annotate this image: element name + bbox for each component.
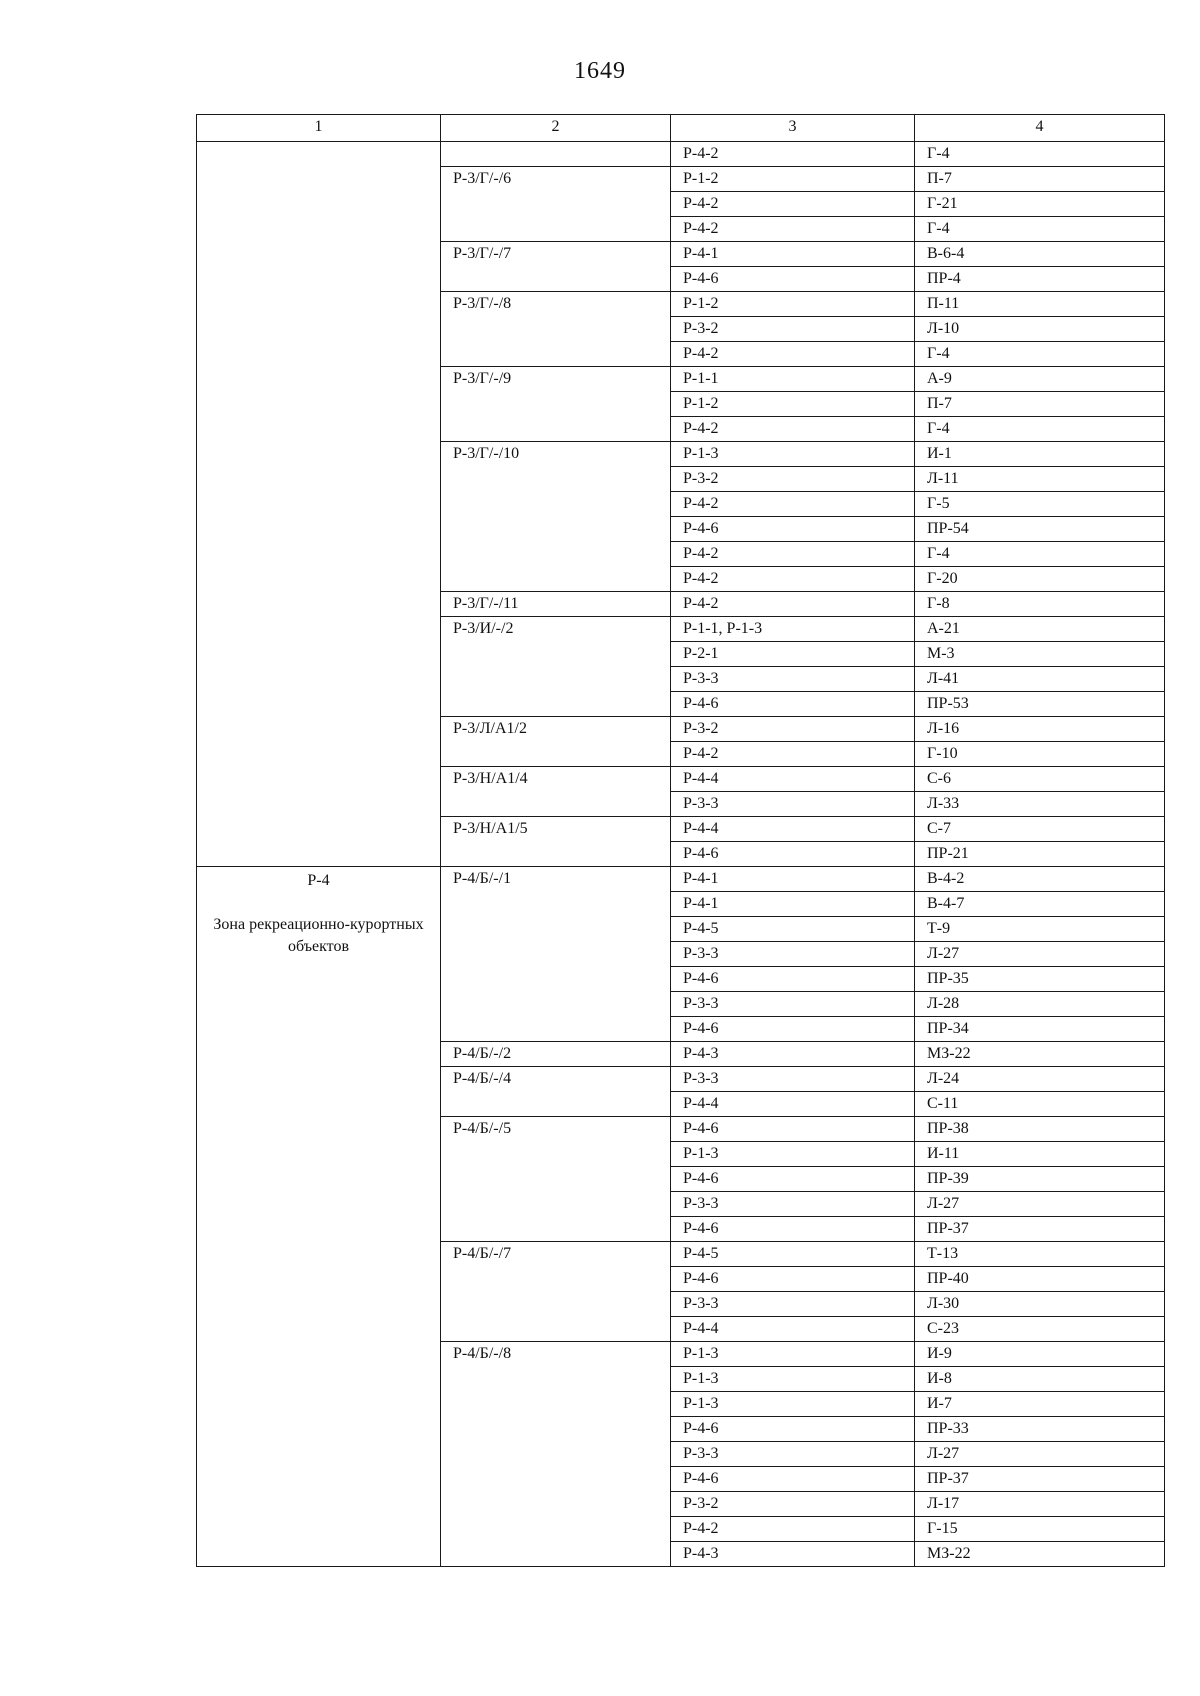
regulation-code-cell: Р-3-3 [671, 992, 915, 1017]
regulation-code-cell: Р-4-2 [671, 542, 915, 567]
regulation-code-cell: Р-1-1 [671, 367, 915, 392]
regulation-code-cell: Р-4-2 [671, 192, 915, 217]
regulation-code-cell: Р-4-6 [671, 1417, 915, 1442]
object-code-cell: С-6 [915, 767, 1165, 792]
regulation-code-cell: Р-4-6 [671, 1167, 915, 1192]
object-code-cell: И-8 [915, 1367, 1165, 1392]
subzone-code-cell: Р-4/Б/-/1 [441, 867, 671, 1042]
table-body [197, 142, 1165, 1567]
regulation-code-cell: Р-1-2 [671, 392, 915, 417]
column-header-1: 1 [197, 115, 441, 142]
regulation-code-cell: Р-4-5 [671, 1242, 915, 1267]
object-code-cell: ПР-37 [915, 1467, 1165, 1492]
regulation-code-cell: Р-4-6 [671, 517, 915, 542]
object-code-cell: Л-27 [915, 1192, 1165, 1217]
regulation-code-cell: Р-4-2 [671, 592, 915, 617]
object-code-cell: Л-11 [915, 467, 1165, 492]
object-code-cell: И-7 [915, 1392, 1165, 1417]
regulation-code-cell: Р-4-6 [671, 1217, 915, 1242]
object-code-cell: Г-20 [915, 567, 1165, 592]
regulation-code-cell: Р-4-6 [671, 967, 915, 992]
object-code-cell: И-1 [915, 442, 1165, 467]
object-code-cell: Л-27 [915, 1442, 1165, 1467]
object-code-cell: ПР-21 [915, 842, 1165, 867]
object-code-cell: Г-5 [915, 492, 1165, 517]
regulation-code-cell: Р-4-2 [671, 742, 915, 767]
subzone-code-cell: Р-3/Н/А1/4 [441, 767, 671, 817]
regulation-code-cell: Р-1-2 [671, 167, 915, 192]
regulation-code-cell: Р-3-3 [671, 1192, 915, 1217]
zone-cell [197, 142, 441, 867]
regulation-code-cell: Р-3-3 [671, 792, 915, 817]
object-code-cell: М-3 [915, 642, 1165, 667]
regulation-code-cell: Р-4-6 [671, 1117, 915, 1142]
object-code-cell: П-7 [915, 167, 1165, 192]
object-code-cell: Г-8 [915, 592, 1165, 617]
regulation-code-cell: Р-1-3 [671, 1142, 915, 1167]
table-row [197, 142, 1165, 167]
subzone-code-cell: Р-4/Б/-/2 [441, 1042, 671, 1067]
page-number: 1649 [574, 58, 626, 84]
regulation-code-cell: Р-4-6 [671, 1017, 915, 1042]
object-code-cell: Л-28 [915, 992, 1165, 1017]
regulation-code-cell: Р-4-6 [671, 1267, 915, 1292]
object-code-cell: В-4-2 [915, 867, 1165, 892]
regulation-code-cell: Р-1-3 [671, 442, 915, 467]
object-code-cell: А-9 [915, 367, 1165, 392]
column-header-3: 3 [671, 115, 915, 142]
object-code-cell: ПР-53 [915, 692, 1165, 717]
zone-cell [197, 867, 441, 1567]
subzone-code-cell: Р-3/Г/-/8 [441, 292, 671, 367]
subzone-code-cell: Р-4/Б/-/4 [441, 1067, 671, 1117]
regulation-code-cell: Р-4-1 [671, 242, 915, 267]
object-code-cell: Т-13 [915, 1242, 1165, 1267]
subzone-code-cell: Р-3/Н/А1/5 [441, 817, 671, 867]
regulation-code-cell: Р-4-4 [671, 1317, 915, 1342]
regulation-code-cell: Р-4-6 [671, 267, 915, 292]
table-header-row [197, 115, 1165, 142]
subzone-code-cell [441, 142, 671, 167]
object-code-cell: ПР-4 [915, 267, 1165, 292]
object-code-cell: Г-4 [915, 217, 1165, 242]
object-code-cell: Л-16 [915, 717, 1165, 742]
regulation-code-cell: Р-1-3 [671, 1392, 915, 1417]
object-code-cell: Л-17 [915, 1492, 1165, 1517]
object-code-cell: МЗ-22 [915, 1542, 1165, 1567]
object-code-cell: ПР-33 [915, 1417, 1165, 1442]
regulation-code-cell: Р-4-2 [671, 217, 915, 242]
zone-code: Р-4 [307, 872, 330, 889]
regulation-code-cell: Р-1-2 [671, 292, 915, 317]
regulation-code-cell: Р-4-5 [671, 917, 915, 942]
object-code-cell: П-11 [915, 292, 1165, 317]
object-code-cell: ПР-40 [915, 1267, 1165, 1292]
regulation-code-cell: Р-3-3 [671, 1442, 915, 1467]
regulation-code-cell: Р-1-1, Р-1-3 [671, 617, 915, 642]
object-code-cell: Л-24 [915, 1067, 1165, 1092]
regulation-code-cell: Р-4-4 [671, 767, 915, 792]
regulation-code-cell: Р-4-2 [671, 142, 915, 167]
object-code-cell: ПР-39 [915, 1167, 1165, 1192]
regulation-code-cell: Р-1-3 [671, 1367, 915, 1392]
regulation-code-cell: Р-4-6 [671, 1467, 915, 1492]
regulation-code-cell: Р-4-1 [671, 867, 915, 892]
object-code-cell: С-23 [915, 1317, 1165, 1342]
object-code-cell: В-4-7 [915, 892, 1165, 917]
regulation-code-cell: Р-3-3 [671, 1292, 915, 1317]
zone-name: Зона рекреационно-курортных объектов [213, 916, 424, 955]
column-header-4: 4 [915, 115, 1165, 142]
subzone-code-cell: Р-3/Г/-/6 [441, 167, 671, 242]
regulation-code-cell: Р-3-2 [671, 317, 915, 342]
object-code-cell: Г-10 [915, 742, 1165, 767]
object-code-cell: ПР-54 [915, 517, 1165, 542]
object-code-cell: Г-21 [915, 192, 1165, 217]
regulation-code-cell: Р-4-6 [671, 842, 915, 867]
regulation-code-cell: Р-3-2 [671, 467, 915, 492]
regulation-code-cell: Р-4-4 [671, 817, 915, 842]
regulation-code-cell: Р-2-1 [671, 642, 915, 667]
object-code-cell: ПР-38 [915, 1117, 1165, 1142]
zoning-table [196, 114, 1165, 1567]
regulation-code-cell: Р-4-2 [671, 1517, 915, 1542]
subzone-code-cell: Р-3/Г/-/7 [441, 242, 671, 292]
regulation-code-cell: Р-3-2 [671, 717, 915, 742]
object-code-cell: ПР-35 [915, 967, 1165, 992]
column-header-2: 2 [441, 115, 671, 142]
object-code-cell: Л-30 [915, 1292, 1165, 1317]
object-code-cell: Г-15 [915, 1517, 1165, 1542]
object-code-cell: Г-4 [915, 142, 1165, 167]
object-code-cell: Л-27 [915, 942, 1165, 967]
regulation-code-cell: Р-4-3 [671, 1542, 915, 1567]
object-code-cell: ПР-37 [915, 1217, 1165, 1242]
object-code-cell: С-11 [915, 1092, 1165, 1117]
regulation-code-cell: Р-3-3 [671, 1067, 915, 1092]
table-row [197, 867, 1165, 892]
object-code-cell: Л-10 [915, 317, 1165, 342]
object-code-cell: А-21 [915, 617, 1165, 642]
object-code-cell: В-6-4 [915, 242, 1165, 267]
object-code-cell: ПР-34 [915, 1017, 1165, 1042]
subzone-code-cell: Р-4/Б/-/5 [441, 1117, 671, 1242]
subzone-code-cell: Р-3/Г/-/11 [441, 592, 671, 617]
regulation-code-cell: Р-4-2 [671, 567, 915, 592]
subzone-code-cell: Р-3/Л/А1/2 [441, 717, 671, 767]
subzone-code-cell: Р-3/Г/-/10 [441, 442, 671, 592]
regulation-code-cell: Р-4-3 [671, 1042, 915, 1067]
subzone-code-cell: Р-4/Б/-/7 [441, 1242, 671, 1342]
object-code-cell: Г-4 [915, 342, 1165, 367]
regulation-code-cell: Р-1-3 [671, 1342, 915, 1367]
object-code-cell: Л-33 [915, 792, 1165, 817]
regulation-code-cell: Р-3-3 [671, 667, 915, 692]
object-code-cell: И-9 [915, 1342, 1165, 1367]
object-code-cell: И-11 [915, 1142, 1165, 1167]
subzone-code-cell: Р-3/И/-/2 [441, 617, 671, 717]
object-code-cell: П-7 [915, 392, 1165, 417]
regulation-code-cell: Р-4-2 [671, 342, 915, 367]
object-code-cell: Л-41 [915, 667, 1165, 692]
regulation-code-cell: Р-4-1 [671, 892, 915, 917]
subzone-code-cell: Р-3/Г/-/9 [441, 367, 671, 442]
subzone-code-cell: Р-4/Б/-/8 [441, 1342, 671, 1567]
object-code-cell: Г-4 [915, 417, 1165, 442]
regulation-code-cell: Р-4-2 [671, 417, 915, 442]
object-code-cell: МЗ-22 [915, 1042, 1165, 1067]
object-code-cell: Т-9 [915, 917, 1165, 942]
regulation-code-cell: Р-4-2 [671, 492, 915, 517]
regulation-code-cell: Р-4-4 [671, 1092, 915, 1117]
object-code-cell: Г-4 [915, 542, 1165, 567]
object-code-cell: С-7 [915, 817, 1165, 842]
regulation-code-cell: Р-3-3 [671, 942, 915, 967]
regulation-code-cell: Р-4-6 [671, 692, 915, 717]
regulation-code-cell: Р-3-2 [671, 1492, 915, 1517]
